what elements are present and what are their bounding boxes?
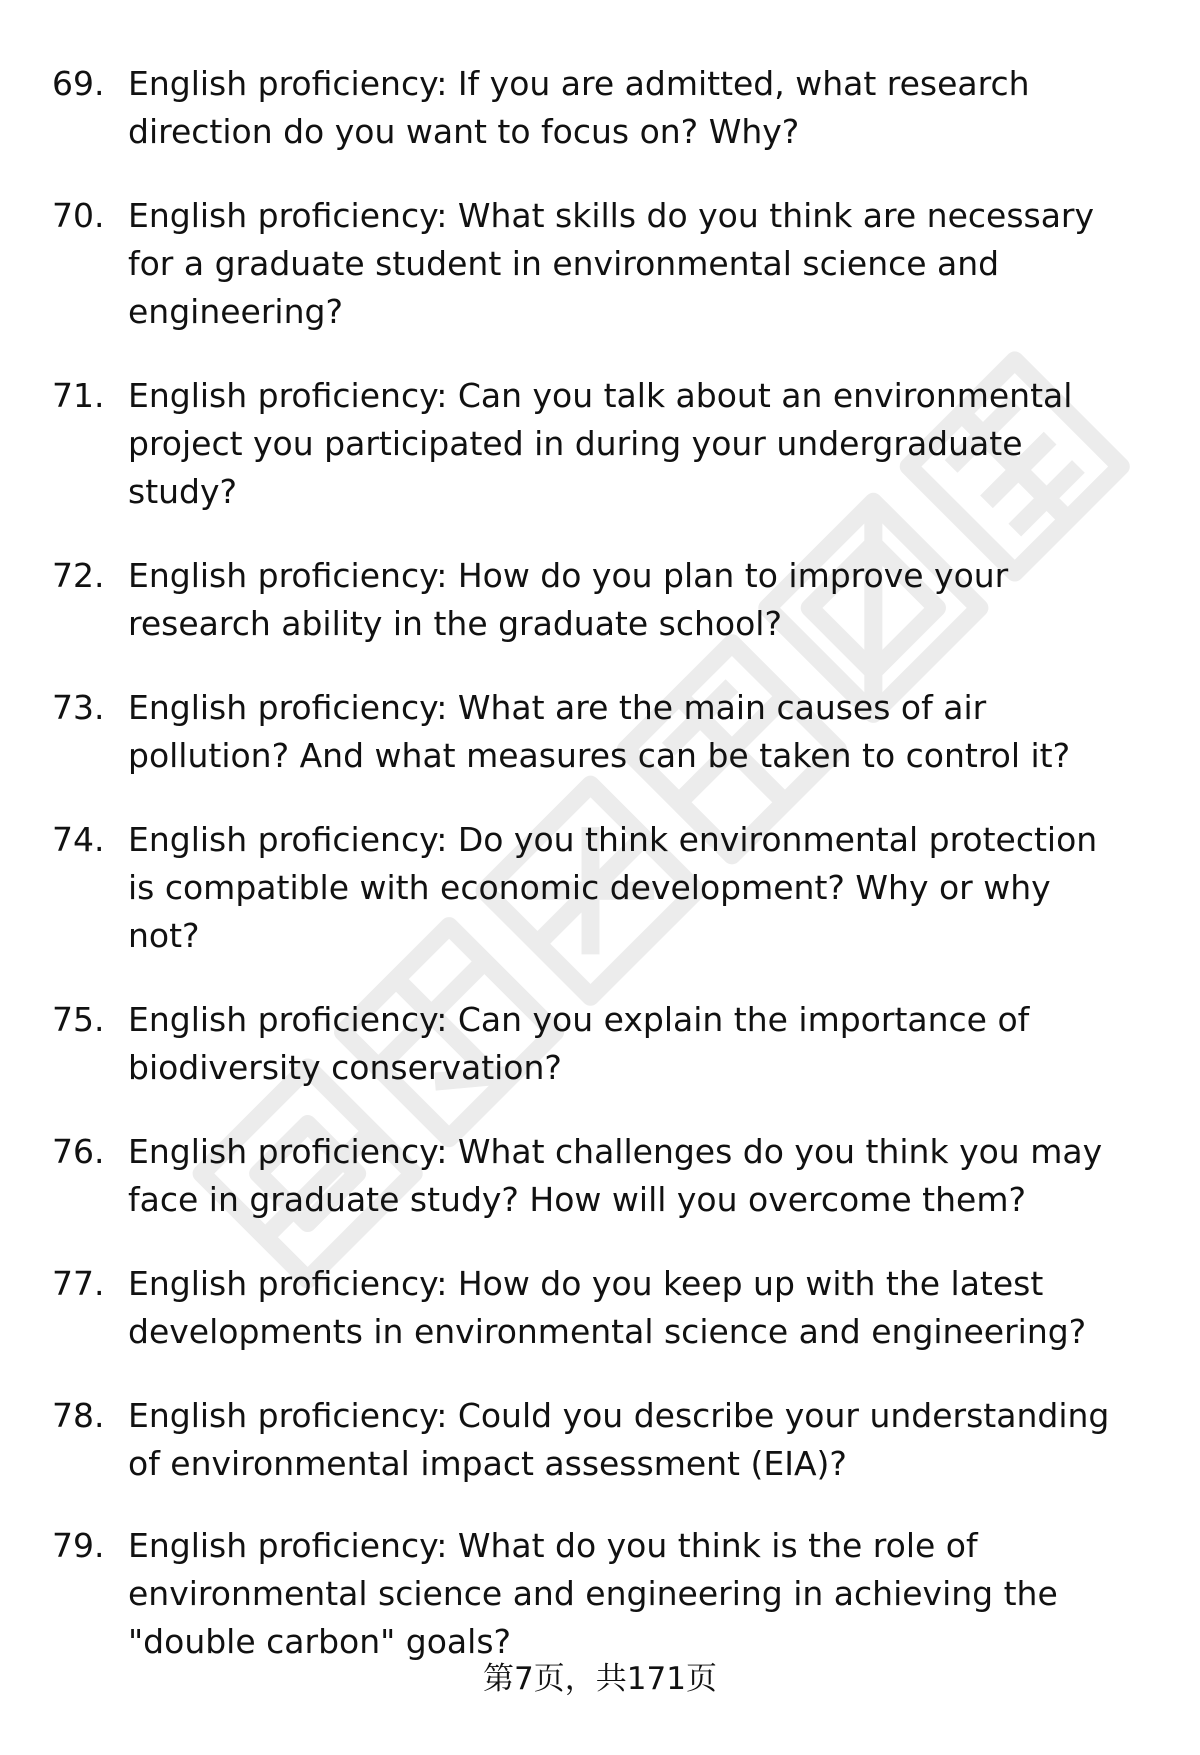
question-number: 76. <box>52 1132 105 1171</box>
question-number: 72. <box>52 556 105 595</box>
question-line: English proficiency: What skills do you think are necessary <box>128 196 1095 235</box>
question-text <box>128 1260 1148 1356</box>
question-number: 70. <box>52 196 105 235</box>
question-line: research ability in the graduate school? <box>128 604 782 643</box>
question-number: 74. <box>52 820 105 859</box>
question-line: for a graduate student in environmental science and <box>128 244 1000 283</box>
page-number-footer: 第7页，共171页 <box>483 1661 717 1697</box>
question-number: 78. <box>52 1396 105 1435</box>
question-line: English proficiency: What do you think is the role of <box>128 1526 978 1565</box>
question-line: pollution? And what measures can be taken to control it? <box>128 736 1071 775</box>
question-line: environmental science and engineering in achieving the <box>128 1574 1058 1613</box>
question-number: 79. <box>52 1526 105 1565</box>
question-line: English proficiency: Do you think environmental protection <box>128 820 1098 859</box>
question-number: 71. <box>52 376 105 415</box>
question-line: "double carbon" goals? <box>128 1622 512 1661</box>
question-line: English proficiency: Could you describe your understanding <box>128 1396 1110 1435</box>
question-text <box>128 192 1148 336</box>
question-line: engineering? <box>128 292 343 331</box>
question-line: study? <box>128 472 238 511</box>
question-line: project you participated in during your undergraduate <box>128 424 1023 463</box>
question-number: 69. <box>52 64 105 103</box>
question-text <box>128 60 1148 156</box>
question-line: English proficiency: Can you explain the importance of <box>128 1000 1030 1039</box>
question-line: English proficiency: How do you plan to improve your <box>128 556 1009 595</box>
question-line: of environmental impact assessment (EIA)? <box>128 1444 847 1483</box>
question-text <box>128 684 1148 780</box>
question-line: biodiversity conservation? <box>128 1048 562 1087</box>
question-text <box>128 552 1148 648</box>
question-line: not? <box>128 916 200 955</box>
question-text <box>128 1392 1148 1488</box>
question-text <box>128 996 1148 1092</box>
question-number: 77. <box>52 1264 105 1303</box>
question-text <box>128 1522 1148 1666</box>
question-line: developments in environmental science and engineering? <box>128 1312 1087 1351</box>
question-line: English proficiency: What are the main causes of air <box>128 688 987 727</box>
question-line: English proficiency: If you are admitted, what research <box>128 64 1030 103</box>
question-number: 75. <box>52 1000 105 1039</box>
question-text <box>128 816 1148 960</box>
question-number: 73. <box>52 688 105 727</box>
question-line: English proficiency: What challenges do you think you may <box>128 1132 1103 1171</box>
question-line: direction do you want to focus on? Why? <box>128 112 800 151</box>
question-text <box>128 1128 1148 1224</box>
question-line: is compatible with economic development? Why or why <box>128 868 1051 907</box>
question-line: face in graduate study? How will you overcome them? <box>128 1180 1026 1219</box>
question-line: English proficiency: Can you talk about an environmental <box>128 376 1073 415</box>
question-line: English proficiency: How do you keep up with the latest <box>128 1264 1044 1303</box>
question-text <box>128 372 1148 516</box>
